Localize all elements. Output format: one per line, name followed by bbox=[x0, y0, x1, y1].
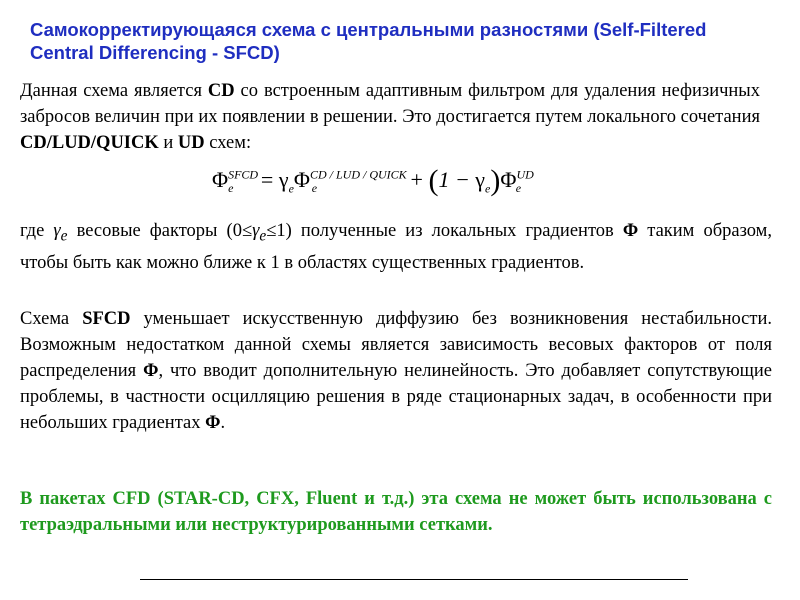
cfd-packages-note: В пакетах CFD (STAR-CD, CFX, Fluent и т.д.) эта схема не может быть использована с тетраэдральными или неструктурированными сетками. bbox=[20, 489, 772, 535]
footer-rule bbox=[140, 579, 688, 580]
sfcd-term: SFCD bbox=[82, 309, 131, 329]
phi-symbol: Φ bbox=[622, 221, 639, 241]
sfcd-formula: $\Phi^{SFCD}_e = \gamma_e\Phi^{CD / LUD / QUICK}_e + (1 - \gamma_e)\Phi^{UD}_e$ bbox=[212, 164, 534, 197]
intro-paragraph: Данная схема является CD со встроенным адаптивным фильтром для удаления нефизичных забросов величин при их появлении в решении. Это достигается путем локального сочетания CD/LUD/QUICK и UD схем: bbox=[20, 81, 760, 153]
gamma-symbol: γ bbox=[53, 221, 61, 241]
cd-term: CD bbox=[207, 81, 235, 101]
sfcd-paragraph: Схема SFCD уменьшает искусственную диффузию без возникновения нестабильности. Возможным недостатком данной схемы является зависимость весовых факторов от поля распределения Φ, что вводит дополнительную нелинейность. Это добавляет сопутствующие проблемы, в частности осцилляцию решения в ряде стационарных задач, в особенности при небольших градиентах Φ. bbox=[20, 309, 772, 433]
cd-lud-quick-term: CD/LUD/QUICK bbox=[20, 133, 159, 153]
weights-paragraph: где $\gamma_e$ весовые факторы $(0\le\gamma_e\le 1)$ полученные из локальных градиентов Φ таким образом, чтобы быть как можно ближе к 1 в областях существенных градиентов. bbox=[20, 221, 772, 273]
slide-title: Самокорректирующаяся схема с центральными разностями (Self-Filtered Central Differencing - SFCD) bbox=[30, 19, 707, 63]
ud-term: UD bbox=[177, 133, 205, 153]
